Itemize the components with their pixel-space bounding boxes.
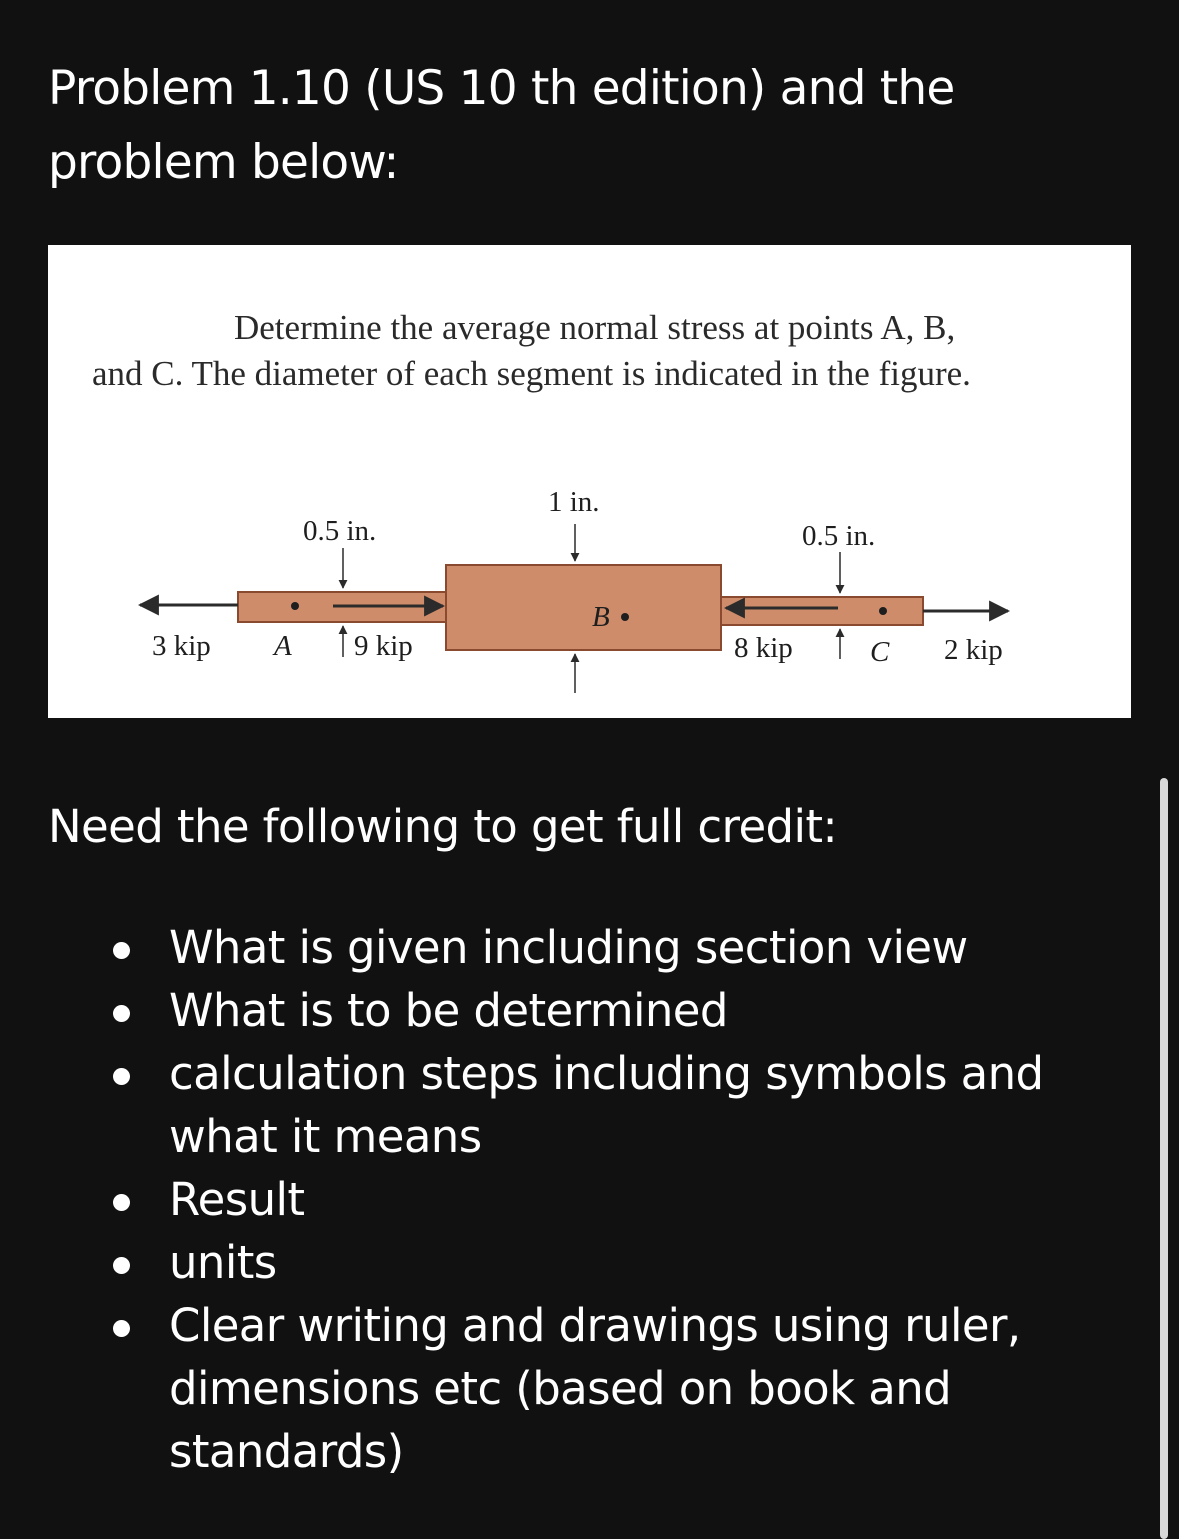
list-item (108, 1042, 1068, 1168)
right-segment (721, 597, 923, 625)
middle-segment (446, 565, 721, 650)
list-item-text: What is given including section view (169, 921, 968, 974)
problem-statement-line-1: Determine the average normal stress at points A, B, (234, 308, 956, 347)
problem-figure (48, 245, 1131, 718)
bullet-icon (113, 1320, 130, 1337)
load-label-at-a: 9 kip (354, 630, 413, 662)
point-a-marker (291, 602, 299, 610)
bullet-icon (113, 1194, 130, 1211)
bullet-icon (113, 1005, 130, 1022)
bullet-icon (113, 1257, 130, 1274)
page-title: Problem 1.10 (US 10 th edition) and the problem below: (48, 61, 955, 190)
point-c-label: C (870, 636, 890, 668)
list-item-text: units (169, 1236, 277, 1289)
list-item (108, 1294, 1068, 1483)
list-item (108, 916, 1068, 979)
point-b-label: B (592, 601, 610, 633)
left-diameter-label: 0.5 in. (303, 515, 377, 547)
list-item (108, 979, 1068, 1042)
point-a-label: A (274, 630, 292, 662)
point-c-marker (879, 607, 887, 615)
list-item (108, 1231, 1068, 1294)
list-item-text: What is to be determined (169, 984, 728, 1037)
bullet-icon (113, 942, 130, 959)
right-diameter-label: 0.5 in. (802, 520, 876, 552)
point-b-marker (621, 613, 629, 621)
stepped-bar-diagram (48, 245, 1131, 718)
requirements-heading: Need the following to get full credit: (48, 800, 838, 853)
load-label-left-end: 3 kip (152, 630, 211, 662)
list-item-text: Clear writing and drawings using ruler, dimensions etc (based on book and standards) (169, 1299, 1021, 1478)
bullet-icon (113, 1068, 130, 1085)
load-label-right-end: 2 kip (944, 634, 1003, 666)
middle-diameter-label: 1 in. (548, 486, 600, 518)
list-item (108, 1168, 1068, 1231)
load-label-at-c-left: 8 kip (734, 632, 793, 664)
list-item-text: calculation steps including symbols and what it means (169, 1047, 1044, 1163)
list-item-text: Result (169, 1173, 305, 1226)
problem-statement-line-2: and C. The diameter of each segment is indicated in the figure. (92, 354, 971, 393)
vertical-scrollbar[interactable] (1160, 778, 1168, 1539)
requirements-list (108, 916, 1068, 1483)
